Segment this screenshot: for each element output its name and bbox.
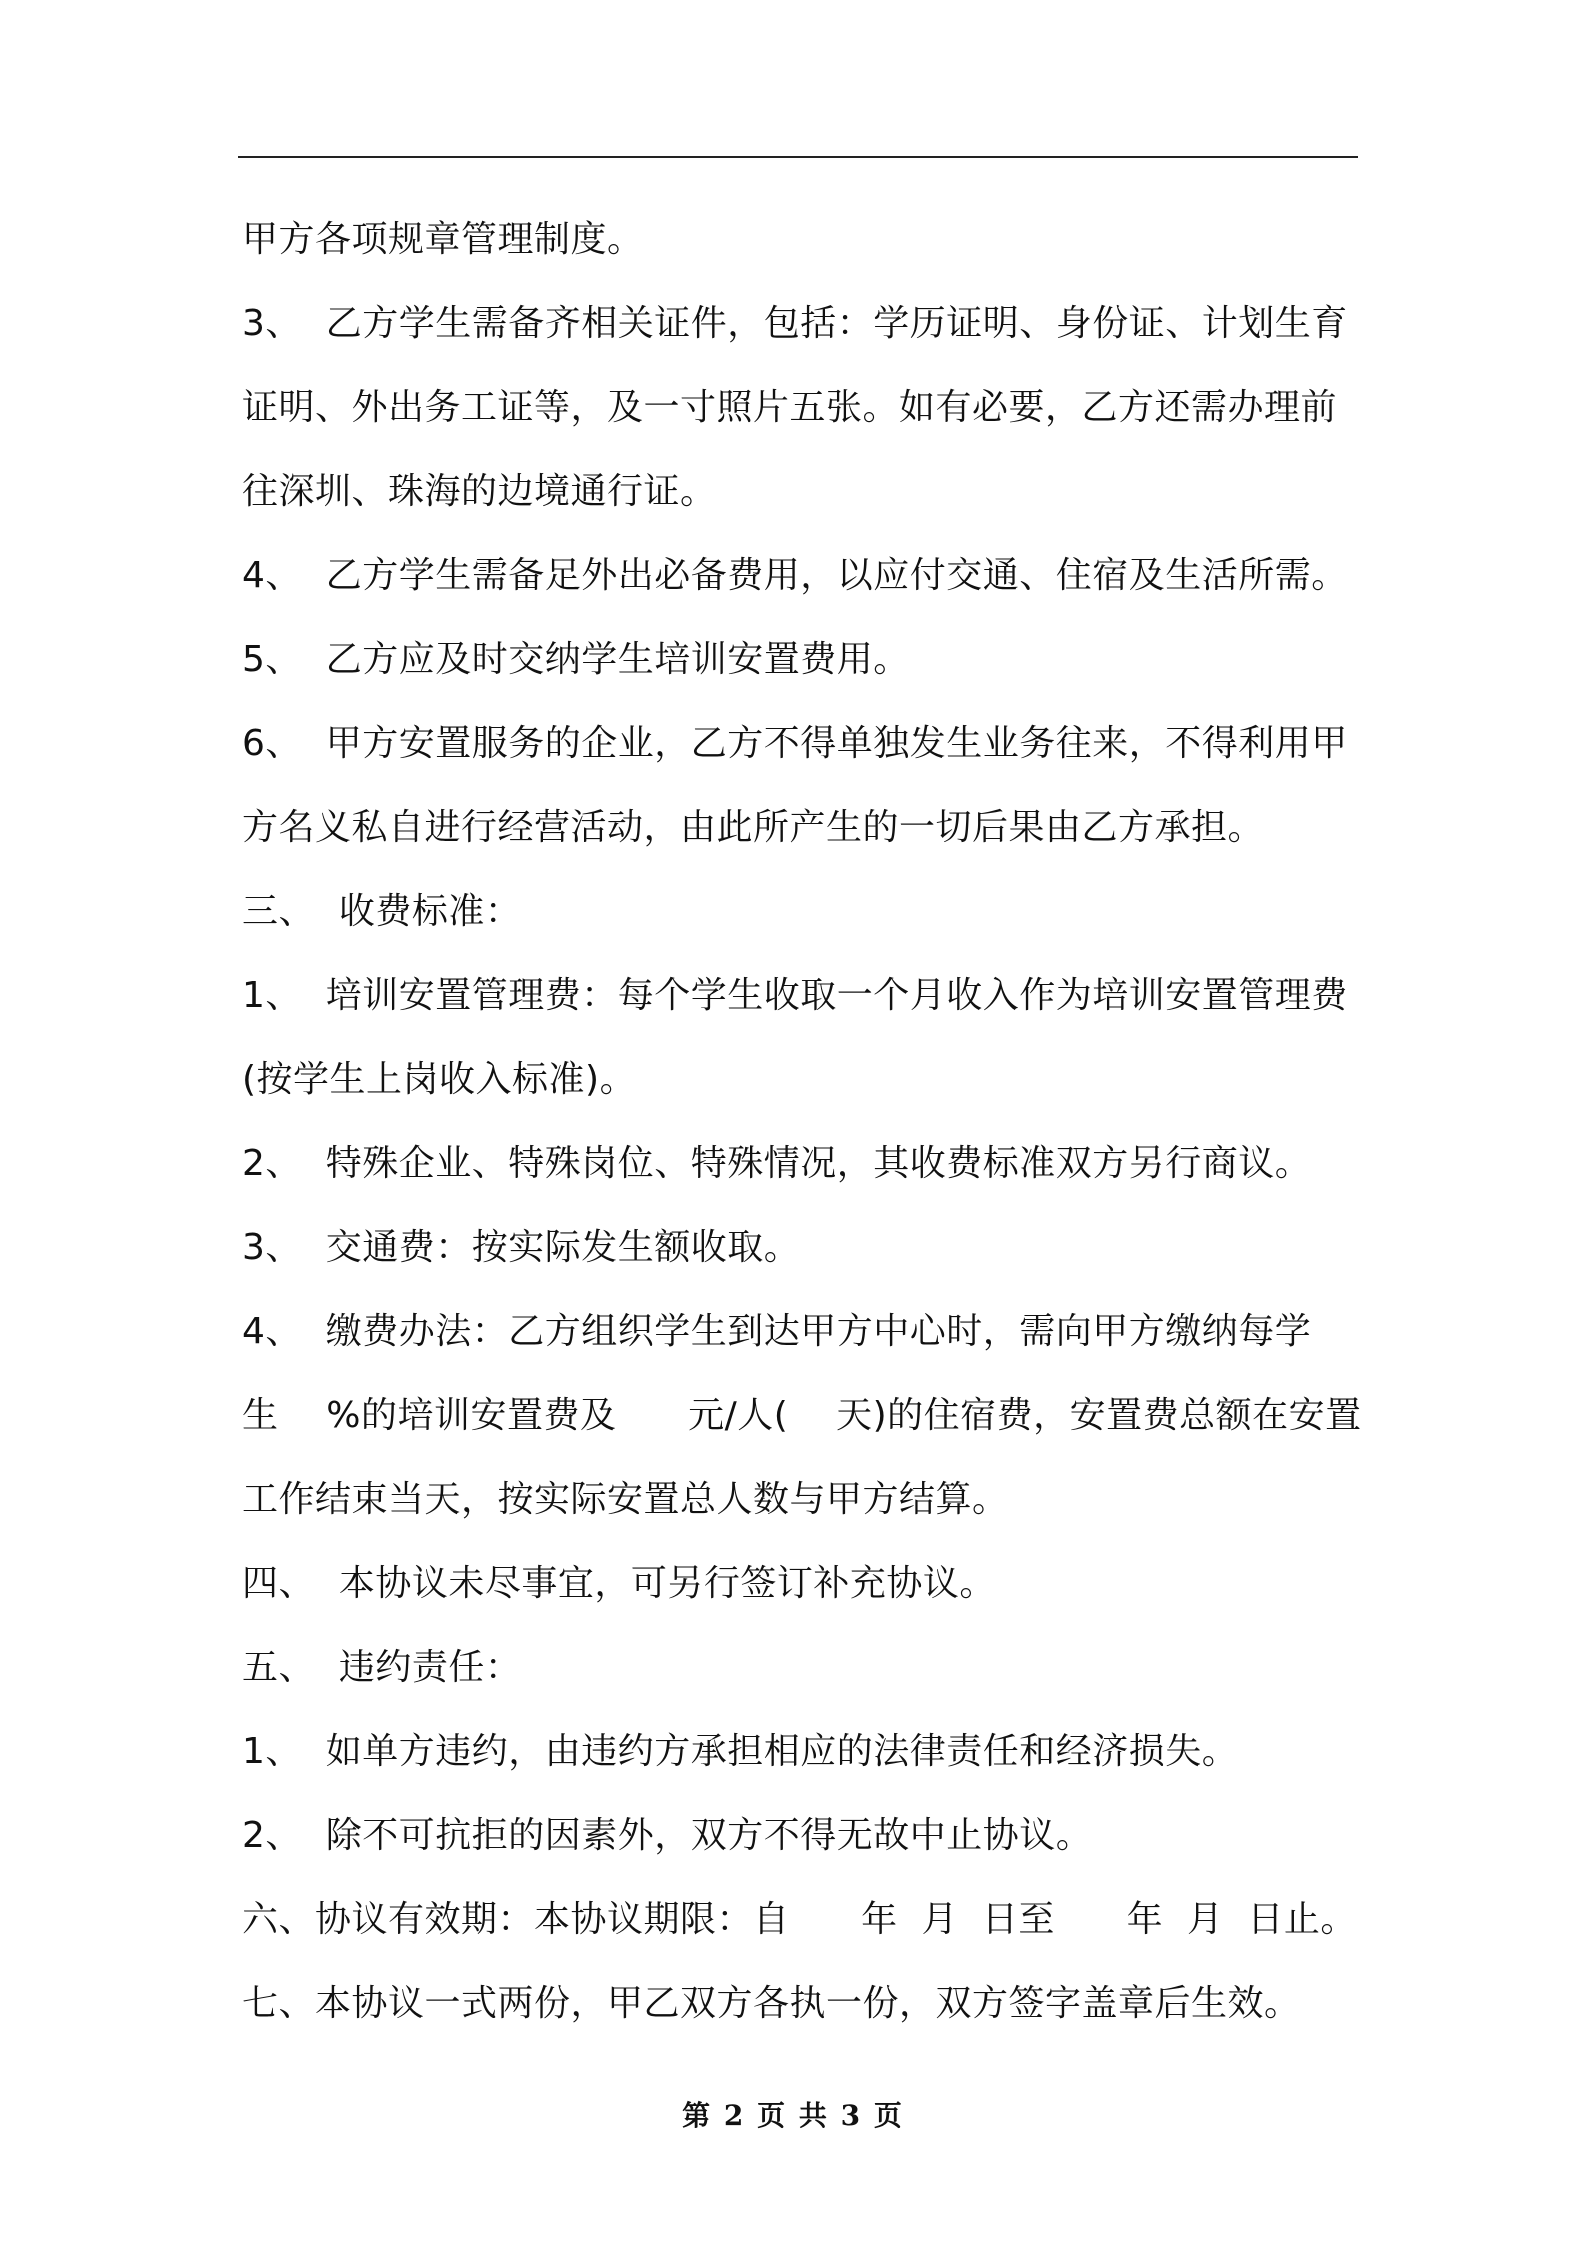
text-line: 1、 培训安置管理费：每个学生收取一个月收入作为培训安置管理费 (242, 975, 1348, 1016)
text-line: 4、 缴费办法：乙方组织学生到达甲方中心时，需向甲方缴纳每学 (242, 1311, 1312, 1352)
section-heading: 六、协议有效期：本协议期限：自 年 月 日至 年 月 日止。 (242, 1899, 1357, 1940)
section-heading: 五、 违约责任： (242, 1647, 522, 1688)
text-line: (按学生上岗收入标准)。 (242, 1059, 637, 1100)
header-rule (238, 156, 1358, 158)
text-line: 往深圳、珠海的边境通行证。 (242, 471, 717, 512)
text-line: 1、 如单方违约，由违约方承担相应的法律责任和经济损失。 (242, 1731, 1239, 1772)
text-line: 证明、外出务工证等，及一寸照片五张。如有必要，乙方还需办理前 (242, 387, 1338, 428)
text-line: 甲方各项规章管理制度。 (242, 219, 644, 260)
text-line: 方名义私自进行经营活动，由此所产生的一切后果由乙方承担。 (242, 807, 1265, 848)
text-line: 6、 甲方安置服务的企业，乙方不得单独发生业务往来，不得利用甲 (242, 723, 1348, 764)
text-line: 生 %的培训安置费及 元/人( 天)的住宿费，安置费总额在安置 (242, 1395, 1362, 1436)
page-number: 第 2 页 共 3 页 (682, 2099, 904, 2132)
text-line: 5、 乙方应及时交纳学生培训安置费用。 (242, 639, 910, 680)
text-line: 3、 乙方学生需备齐相关证件，包括：学历证明、身份证、计划生育 (242, 303, 1348, 344)
section-heading: 七、本协议一式两份，甲乙双方各执一份，双方签字盖章后生效。 (242, 1983, 1301, 2024)
section-heading: 四、 本协议未尽事宜，可另行签订补充协议。 (242, 1563, 996, 1604)
document-body (242, 198, 1362, 2046)
section-heading: 三、 收费标准： (242, 891, 522, 932)
text-line: 2、 特殊企业、特殊岗位、特殊情况，其收费标准双方另行商议。 (242, 1143, 1312, 1184)
text-line: 3、 交通费：按实际发生额收取。 (242, 1227, 801, 1268)
text-line: 4、 乙方学生需备足外出必备费用，以应付交通、住宿及生活所需。 (242, 555, 1348, 596)
text-line: 2、 除不可抗拒的因素外，双方不得无故中止协议。 (242, 1815, 1093, 1856)
text-line: 工作结束当天，按实际安置总人数与甲方结算。 (242, 1479, 1009, 1520)
